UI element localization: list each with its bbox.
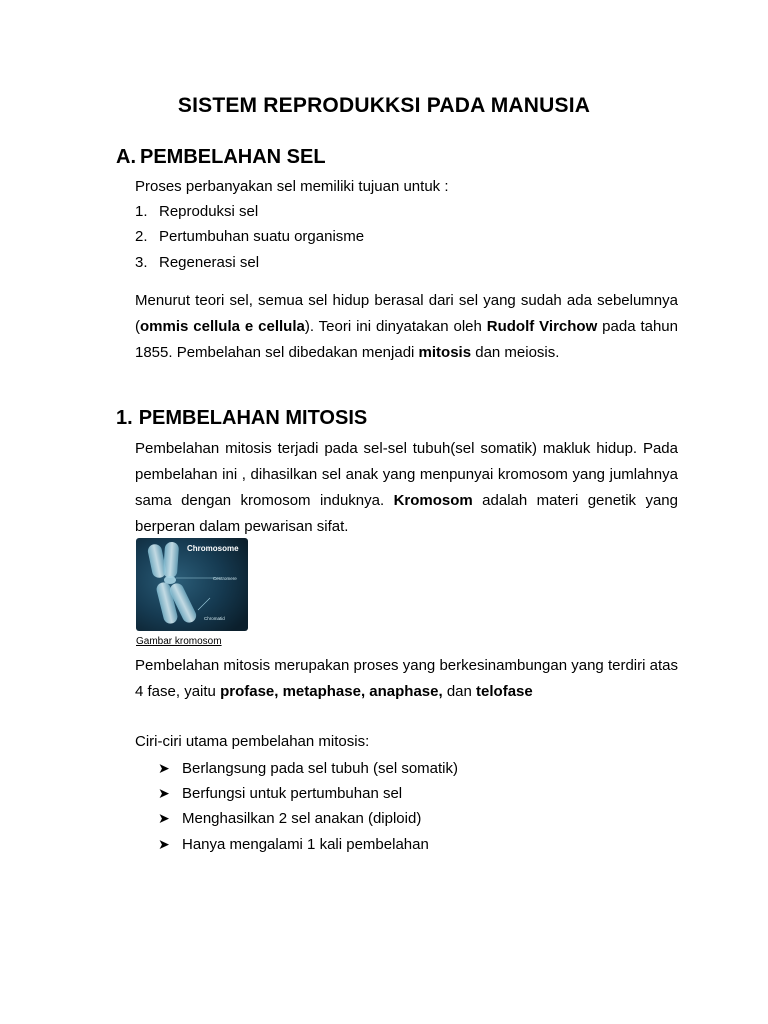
list-text: Hanya mengalami 1 kali pembelahan bbox=[182, 836, 429, 853]
arrowhead-bullet-icon: ➤ bbox=[158, 785, 170, 801]
text-run: Pembelahan mitosis terjadi pada sel-sel tubuh(sel somatik) makluk hidup. Pada pembelahan ini , dihasilkan sel anak yang menpunyai kromosom yang jumlahnya sama dengan kromosom induknya. bbox=[135, 440, 678, 509]
list-item bbox=[158, 782, 402, 805]
mitosis-phases-paragraph bbox=[135, 653, 678, 705]
features-intro: Ciri-ciri utama pembelahan mitosis: bbox=[135, 733, 370, 750]
bold-term: profase, metaphase, anaphase, bbox=[220, 683, 443, 700]
section-1-paragraph bbox=[135, 436, 678, 540]
arrowhead-bullet-icon: ➤ bbox=[158, 836, 170, 852]
section-a-paragraph bbox=[135, 288, 678, 366]
text-run: pada tahun 1855. Pembelahan sel dibedakan menjadi bbox=[135, 318, 678, 361]
list-item bbox=[158, 833, 429, 856]
bold-term: mitosis bbox=[418, 344, 472, 361]
list-number: 3. bbox=[135, 254, 148, 271]
text-run: dan meiosis. bbox=[471, 344, 560, 361]
list-item bbox=[158, 757, 458, 780]
list-text: Pertumbuhan suatu organisme bbox=[159, 228, 365, 245]
section-1-title: PEMBELAHAN MITOSIS bbox=[138, 407, 368, 429]
bold-term: Kromosom bbox=[393, 492, 473, 509]
section-1-marker: 1. bbox=[116, 407, 133, 429]
list-number: 1. bbox=[135, 203, 148, 220]
arrowhead-bullet-icon: ➤ bbox=[158, 760, 170, 776]
list-item bbox=[135, 226, 364, 248]
list-text: Regenerasi sel bbox=[159, 254, 260, 271]
text-run: Pembelahan mitosis merupakan proses yang berkesinambungan yang terdiri atas 4 fase, yaitu bbox=[135, 657, 678, 700]
list-text: Reproduksi sel bbox=[159, 203, 259, 220]
list-item bbox=[135, 201, 258, 223]
text-run: ). Teori ini dinyatakan oleh bbox=[304, 318, 487, 335]
section-a-marker: A. bbox=[116, 146, 136, 168]
figure-label-centromere: Centromere bbox=[213, 576, 237, 581]
list-text: Menghasilkan 2 sel anakan (diploid) bbox=[182, 810, 422, 827]
page-title: SISTEM REPRODUKKSI PADA MANUSIA bbox=[177, 94, 591, 117]
list-text: Berlangsung pada sel tubuh (sel somatik) bbox=[182, 760, 458, 777]
bold-term: telofase bbox=[476, 683, 533, 700]
text-run: dan bbox=[442, 683, 477, 700]
list-text: Berfungsi untuk pertumbuhan sel bbox=[182, 785, 403, 802]
bold-term: Rudolf Virchow bbox=[486, 318, 598, 335]
arrowhead-bullet-icon: ➤ bbox=[158, 810, 170, 826]
bold-term: ommis cellula e cellula bbox=[140, 318, 305, 335]
list-item bbox=[158, 807, 421, 830]
list-item bbox=[135, 252, 259, 274]
section-1-heading bbox=[116, 407, 367, 430]
chromosome-illustration bbox=[136, 538, 248, 631]
section-a-heading bbox=[116, 146, 326, 169]
text-run: adalah materi genetik yang berperan dalam pewarisan sifat. bbox=[135, 492, 678, 535]
chromosome-image bbox=[136, 538, 248, 631]
section-a-intro: Proses perbanyakan sel memiliki tujuan untuk : bbox=[135, 178, 449, 195]
figure-label-chromatid: Chromatid bbox=[204, 616, 225, 621]
figure-title: Chromosome bbox=[187, 544, 239, 553]
figure-caption: Gambar kromosom bbox=[136, 636, 222, 647]
section-a-title: PEMBELAHAN SEL bbox=[140, 146, 326, 168]
list-number: 2. bbox=[135, 228, 148, 245]
text-run: Menurut teori sel, semua sel hidup berasal dari sel yang sudah ada sebelumnya ( bbox=[135, 292, 678, 335]
